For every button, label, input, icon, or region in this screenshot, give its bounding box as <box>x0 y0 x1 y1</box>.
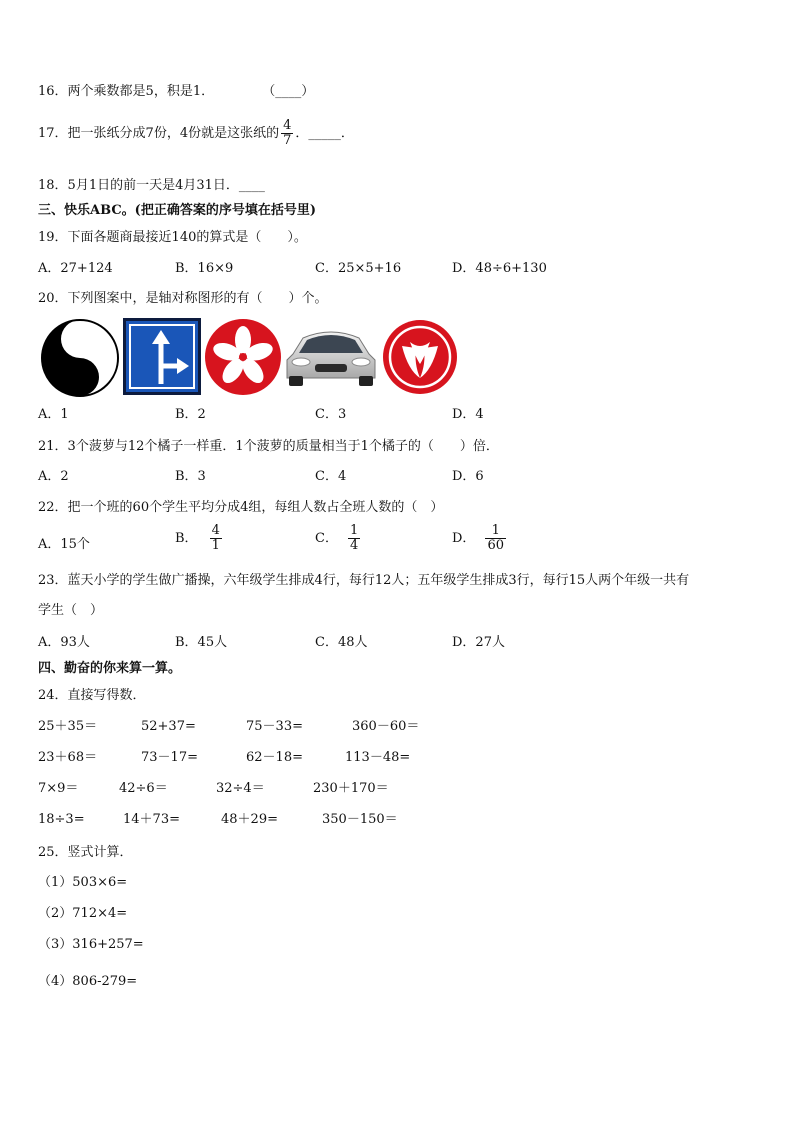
answer-paren[interactable]: （____） <box>262 84 315 99</box>
calc-item: 42÷6＝ <box>119 781 168 796</box>
option-d[interactable]: D．4 <box>452 407 484 422</box>
question-21: 21．3个菠萝与12个橘子一样重．1个菠萝的质量相当于1个橘子的（ ）倍． <box>38 439 499 454</box>
yin-yang-icon <box>40 318 120 398</box>
question-24: 24．直接写得数． <box>38 688 146 703</box>
option-a[interactable]: A．15个 <box>38 537 90 552</box>
traffic-sign-icon <box>123 318 201 395</box>
option-c[interactable]: C．48人 <box>315 635 368 650</box>
question-20: 20．下列图案中，是轴对称图形的有（ ）个。 <box>38 291 328 306</box>
bauhinia-flag-icon <box>204 318 282 396</box>
option-a[interactable]: A．93人 <box>38 635 90 650</box>
option-label: D． <box>452 530 476 546</box>
fraction-numerator: 4 <box>211 523 220 538</box>
question-23-line-1: 23．蓝天小学的学生做广播操，六年级学生排成4行，每行12人；五年级学生排成3行，每行15人两个年级一共有 <box>38 573 690 588</box>
fraction <box>281 119 293 147</box>
fraction-denominator: 1 <box>211 537 220 553</box>
answer-blank[interactable]: ．_____． <box>295 125 354 141</box>
option-c[interactable] <box>315 524 362 552</box>
question-19: 19．下面各题商最接近140的算式是（ ）。 <box>38 230 307 245</box>
calc-item: 75－33= <box>246 719 303 734</box>
question-16 <box>38 85 314 98</box>
option-label: B． <box>175 530 198 546</box>
option-b[interactable]: B．16×9 <box>175 261 234 276</box>
car-icon <box>283 320 379 392</box>
option-a[interactable]: A．1 <box>38 407 69 422</box>
fraction-numerator: 1 <box>349 523 359 538</box>
question-17 <box>38 119 354 147</box>
vertical-calc-item: （1）503×6= <box>38 875 128 890</box>
question-23-line-2: 学生（ ） <box>38 603 104 618</box>
vertical-calc-item: （2）712×4= <box>38 906 128 921</box>
dongfeng-logo-icon <box>382 318 458 396</box>
option-c[interactable]: C．25×5+16 <box>315 261 402 276</box>
question-16-text: 16．两个乘数都是5，积是1． <box>38 84 215 99</box>
calc-item: 62－18= <box>246 750 303 765</box>
fraction-numerator: 1 <box>491 523 500 538</box>
calc-item: 360－60＝ <box>352 719 420 734</box>
option-a[interactable]: A．2 <box>38 469 69 484</box>
calc-item: 73－17= <box>141 750 198 765</box>
calc-item: 48＋29= <box>221 812 278 827</box>
option-label: C． <box>315 530 338 546</box>
question-18: 18．5月1日的前一天是4月31日．____ <box>38 178 265 193</box>
fraction <box>485 524 506 552</box>
calc-item: 32÷4＝ <box>216 781 265 796</box>
fraction-denominator: 4 <box>349 537 359 553</box>
calc-item: 25＋35＝ <box>38 719 98 734</box>
option-d[interactable] <box>452 524 508 552</box>
fraction-denominator: 60 <box>487 537 504 553</box>
fraction-denominator: 7 <box>283 132 292 148</box>
vertical-calc-item: （3）316+257= <box>38 937 144 952</box>
option-b[interactable]: B．45人 <box>175 635 228 650</box>
option-d[interactable]: D．6 <box>452 469 484 484</box>
calc-item: 230＋170＝ <box>313 781 389 796</box>
option-a[interactable]: A．27+124 <box>38 261 113 276</box>
calc-item: 7×9＝ <box>38 781 79 796</box>
calc-item: 52+37= <box>141 719 196 734</box>
option-b[interactable] <box>175 524 224 552</box>
option-b[interactable]: B．2 <box>175 407 206 422</box>
fraction-numerator: 4 <box>283 118 292 133</box>
fraction <box>210 524 222 552</box>
section-title-4: 四、勤奋的你来算一算。 <box>38 661 182 676</box>
option-b[interactable]: B．3 <box>175 469 206 484</box>
option-c[interactable]: C．4 <box>315 469 347 484</box>
question-25: 25．竖式计算． <box>38 845 133 860</box>
vertical-calc-item: （4）806-279= <box>38 974 138 989</box>
calc-item: 23＋68＝ <box>38 750 98 765</box>
section-title-3: 三、快乐ABC。(把正确答案的序号填在括号里) <box>38 203 316 218</box>
calc-item: 350－150＝ <box>322 812 398 827</box>
calc-item: 113－48= <box>345 750 411 765</box>
option-d[interactable]: D．27人 <box>452 635 505 650</box>
question-22: 22．把一个班的60个学生平均分成4组，每组人数占全班人数的（ ） <box>38 500 444 515</box>
calc-item: 18÷3= <box>38 812 85 827</box>
fraction <box>348 524 360 552</box>
option-c[interactable]: C．3 <box>315 407 347 422</box>
option-d[interactable]: D．48÷6+130 <box>452 261 547 276</box>
calc-item: 14＋73= <box>123 812 180 827</box>
question-17-text: 17．把一张纸分成7份，4份就是这张纸的 <box>38 125 280 141</box>
